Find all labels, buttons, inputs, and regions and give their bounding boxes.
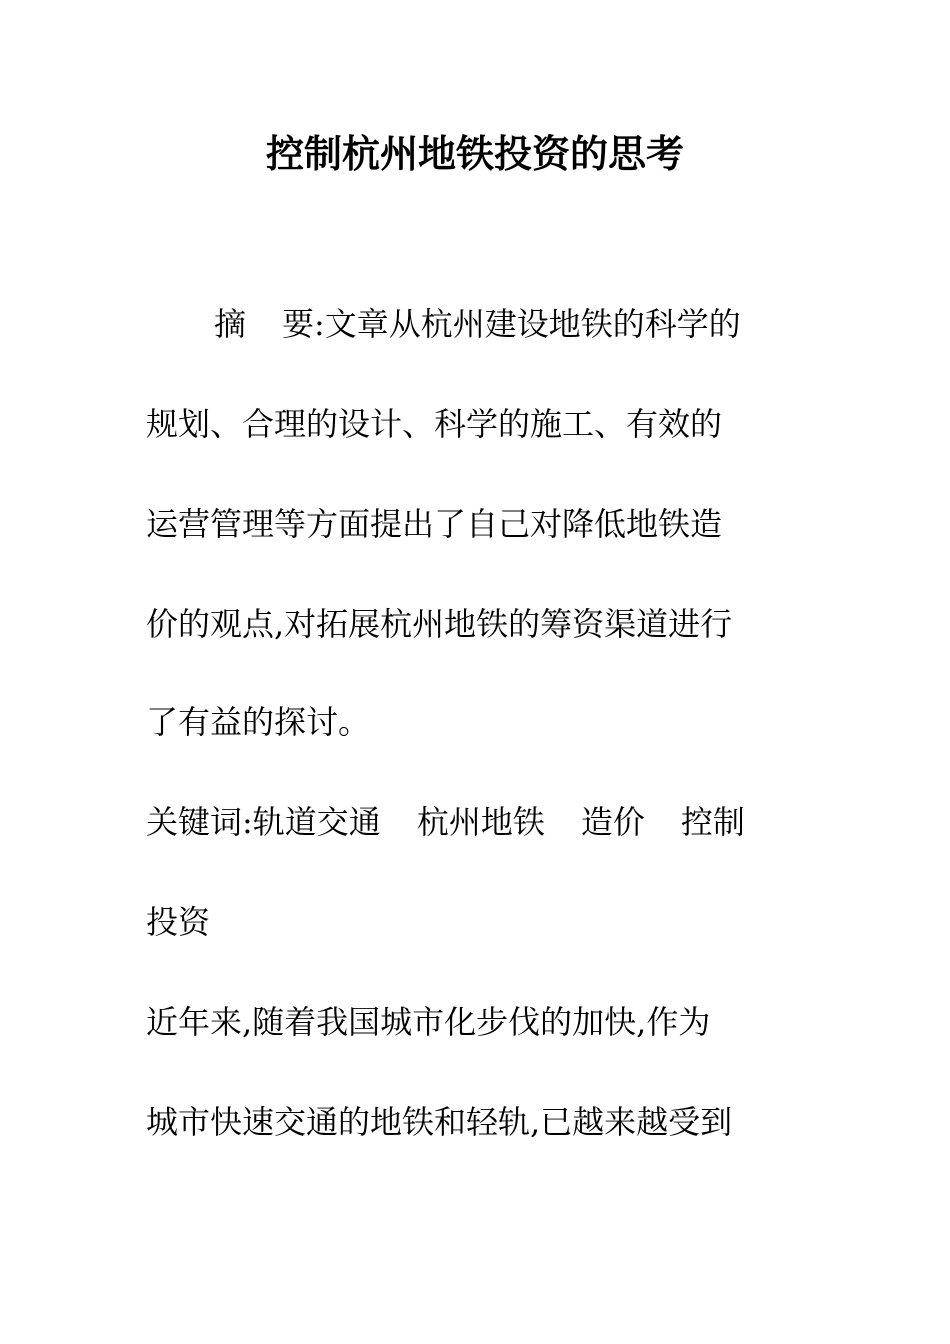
body-line-2: 城市快速交通的地铁和轻轨,已越来越受到 <box>146 1103 733 1141</box>
keywords-line <box>146 800 806 844</box>
abstract-line-3: 运营管理等方面提出了自己对降低地铁造 <box>146 505 723 543</box>
body-line-1: 近年来,随着我国城市化步伐的加快,作为 <box>146 1003 711 1041</box>
abstract-line-2: 规划、合理的设计、科学的施工、有效的 <box>146 405 723 443</box>
keyword-4: 控制 <box>680 803 745 841</box>
keyword-3: 造价 <box>580 803 645 841</box>
abstract-label-part1: 摘 <box>214 305 247 343</box>
abstract-text-start: 要:文章从杭州建设地铁的科学的 <box>282 305 741 343</box>
keyword-1: 轨道交通 <box>252 803 381 841</box>
page-title: 控制杭州地铁投资的思考 <box>265 131 684 176</box>
abstract-first-line <box>214 302 874 346</box>
abstract-line-5: 了有益的探讨。 <box>146 703 371 741</box>
keywords-continued: 投资 <box>146 903 211 941</box>
abstract-line-4: 价的观点,对拓展杭州地铁的筹资渠道进行 <box>146 605 733 643</box>
keyword-2: 杭州地铁 <box>416 803 545 841</box>
keywords-label: 关键词: <box>146 803 253 841</box>
